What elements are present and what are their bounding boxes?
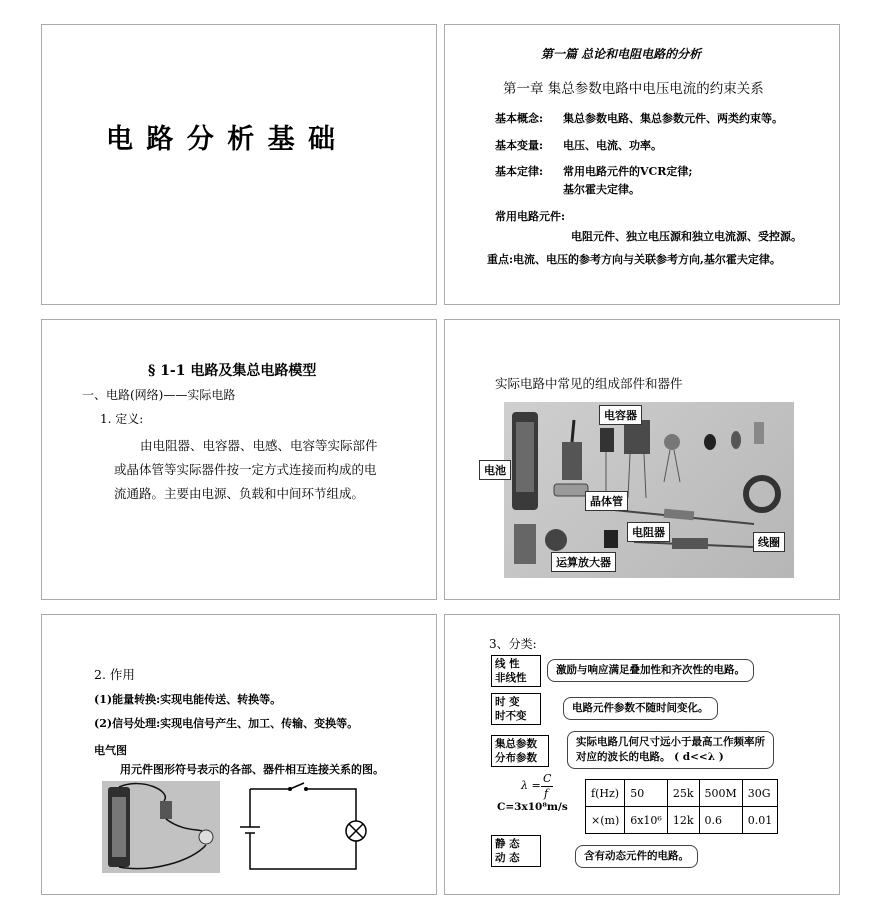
- def-label: 1. 定义:: [100, 412, 144, 426]
- table-cell: ×(m): [586, 807, 625, 834]
- label-battery: 电池: [479, 460, 511, 480]
- common-text: 电阻元件、独立电压源和独立电流源、受控源。: [571, 230, 802, 243]
- class-distributed: 分布参数: [495, 752, 537, 764]
- slide-overview: [444, 24, 840, 305]
- table-cell: 12k: [667, 807, 699, 834]
- class-lumped: 集总参数: [495, 738, 537, 750]
- label-capacitor: 电容器: [599, 405, 642, 425]
- bubble-lumped: [567, 731, 774, 769]
- table-cell: 6x10⁶: [625, 807, 668, 834]
- circuit-photo: [102, 781, 220, 873]
- course-title: 电 路 分 析 基 础: [106, 124, 337, 155]
- bubble-dynamic: 含有动态元件的电路。: [575, 845, 698, 868]
- table-cell: f(Hz): [586, 780, 625, 807]
- table-cell: 25k: [667, 780, 699, 807]
- class-static: 静 态: [495, 838, 520, 850]
- label-transistor: 晶体管: [585, 491, 628, 511]
- formula-num: C: [543, 772, 552, 785]
- bubble-timevariant: 电路元件参数不随时间变化。: [563, 697, 718, 720]
- photo-title: 实际电路中常见的组成部件和器件: [495, 376, 683, 391]
- label-opamp: 运算放大器: [551, 552, 616, 572]
- function-heading: 2. 作用: [94, 667, 135, 682]
- table-cell: 500M: [699, 780, 742, 807]
- table-cell: 30G: [742, 780, 778, 807]
- class-box-lumped: [491, 735, 549, 767]
- row-text: 集总参数电路、集总参数元件、两类约束等。: [563, 112, 783, 125]
- chapter-title: 第一章 集总参数电路中电压电流的约束关系: [503, 81, 764, 97]
- label-resistor: 电阻器: [627, 522, 670, 542]
- class-box-timevariant: [491, 693, 541, 725]
- slide-function: [41, 614, 437, 895]
- diagram-label: 电气图: [94, 744, 127, 757]
- function-item-2: (2)信号处理:实现电信号产生、加工、传输、变换等。: [94, 717, 359, 730]
- row-label: 基本定律:: [495, 165, 544, 178]
- table-row: [586, 807, 778, 834]
- bubble-lumped-line1: 实际电路几何尺寸远小于最高工作频率所: [576, 736, 765, 748]
- def-para-1: 由电阻器、电容器、电感、电容等实际部件: [140, 438, 378, 453]
- def-para-2: 或晶体管等实际器件按一定方式连接而构成的电: [114, 462, 377, 477]
- class-timeinvariant: 时不变: [495, 710, 527, 722]
- formula-lambda: λ =: [521, 779, 541, 792]
- diagram-desc: 用元件图形符号表示的各部、器件相互连接关系的图。: [120, 763, 384, 776]
- row-label: 基本概念:: [495, 112, 544, 125]
- class-timevariant: 时 变: [495, 696, 520, 708]
- freq-wavelength-table: [585, 779, 778, 834]
- common-label: 常用电路元件:: [495, 210, 566, 223]
- law-kirchhoff: 基尔霍夫定律。: [563, 183, 640, 196]
- classification-heading: 3、分类:: [489, 637, 537, 651]
- class-box-linear: [491, 655, 541, 687]
- table-cell: 0.01: [742, 807, 778, 834]
- class-box-static: [491, 835, 541, 867]
- class-linear: 线 性: [495, 658, 520, 670]
- row-text: 电压、电流、功率。: [563, 139, 662, 152]
- table-cell: 0.6: [699, 807, 742, 834]
- formula-den: f: [544, 787, 549, 800]
- components-illustration: [504, 402, 794, 578]
- circuit-diagram: [236, 781, 370, 873]
- section-subtitle: 一、电路(网络)——实际电路: [82, 388, 236, 402]
- table-cell: 50: [625, 780, 668, 807]
- formula-c: C=3x10⁸m/s: [497, 801, 568, 813]
- slide-definition: [41, 319, 437, 600]
- slide-classification: [444, 614, 840, 895]
- section-title: § 1-1 电路及集总电路模型: [148, 363, 317, 379]
- bubble-linear: 激励与响应满足叠加性和齐次性的电路。: [547, 659, 754, 682]
- row-label: 基本变量:: [495, 139, 544, 152]
- class-nonlinear: 非线性: [495, 672, 527, 684]
- slide-title: [41, 24, 437, 305]
- battery-bulb-illustration: [102, 781, 220, 873]
- class-dynamic: 动 态: [495, 852, 520, 864]
- row-text: 常用电路元件的VCR定律;: [563, 165, 693, 178]
- function-item-1: (1)能量转换:实现电能传送、转换等。: [94, 693, 282, 706]
- slide-components-photo: [444, 319, 840, 600]
- key-point: 重点:电流、电压的参考方向与关联参考方向,基尔霍夫定律。: [487, 253, 781, 266]
- part-title: 第一篇 总论和电阻电路的分析: [541, 47, 702, 61]
- components-photo: [504, 402, 794, 578]
- table-row: [586, 780, 778, 807]
- def-para-3: 流通路。主要由电源、负载和中间环节组成。: [114, 486, 365, 501]
- bubble-lumped-line2: 对应的波长的电路。 ( d<<λ ): [576, 751, 724, 763]
- label-coil: 线圈: [753, 532, 785, 552]
